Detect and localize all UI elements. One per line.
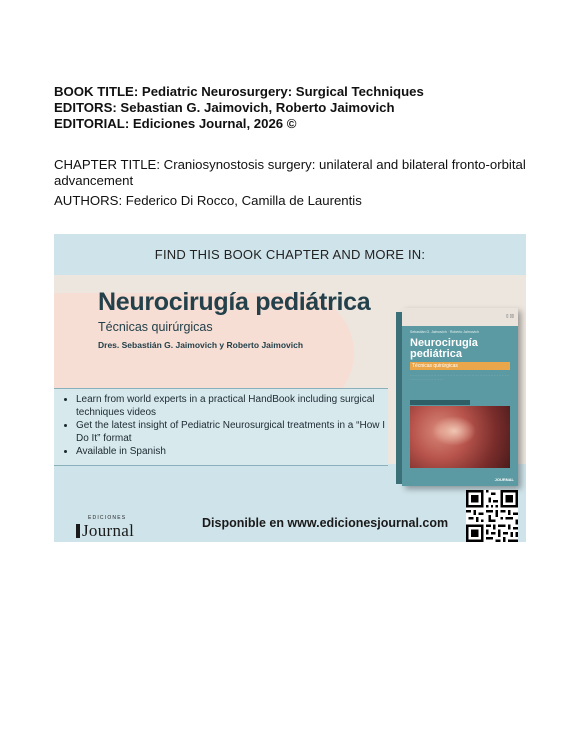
book-cover-image bbox=[402, 308, 518, 486]
feature-item: • Available in Spanish bbox=[76, 445, 388, 458]
publisher-logo[interactable] bbox=[76, 515, 134, 541]
cover-subtitle: Técnicas quirúrgicas bbox=[410, 362, 510, 370]
chapter-title: CHAPTER TITLE: Craniosynostosis surgery: unilateral and bilateral fronto-orbital advancement bbox=[54, 157, 526, 188]
feature-item: • Get the latest insight of Pediatric Neurosurgical treatments in a “How I Do It” format bbox=[76, 419, 388, 445]
publisher-logo-name: Journal bbox=[76, 521, 134, 540]
chapter-authors: AUTHORS: Federico Di Rocco, Camilla de Laurentis bbox=[54, 193, 362, 208]
publisher-logo-small: EDICIONES bbox=[88, 515, 127, 521]
cover-title: Neurocirugía pediátrica bbox=[410, 337, 478, 360]
cover-band bbox=[410, 400, 470, 405]
cover-tag: ▯ ▯▯ bbox=[506, 313, 514, 318]
cover-author-list: · · · · · · · · · · · · · · · · · · · · · · · · · · · · · · · · · · · · · · · · · · · · · · · · · · · · · · · · · · · · · · · · · · · · · · · · · · · · · · · · · · · · bbox=[410, 374, 510, 381]
cover-surgical-photo bbox=[410, 406, 510, 468]
cover-publisher: JOURNAL bbox=[494, 477, 514, 482]
qr-code[interactable] bbox=[466, 490, 518, 542]
feature-list bbox=[54, 388, 388, 466]
editors: EDITORS: Sebastian G. Jaimovich, Roberto Jaimovich bbox=[54, 100, 395, 115]
promo-banner[interactable] bbox=[54, 234, 526, 542]
cover-top-bar bbox=[402, 308, 518, 326]
chapter-block bbox=[54, 157, 534, 209]
book-spine bbox=[396, 312, 402, 484]
cover-editors: Sebastián G. Jaimovich · Roberto Jaimovich bbox=[410, 330, 479, 334]
promo-book-subtitle: Técnicas quirúrgicas bbox=[98, 320, 213, 334]
editorial: EDITORIAL: Ediciones Journal, 2026 © bbox=[54, 116, 297, 131]
banner-headline-band bbox=[54, 234, 526, 275]
book-title: BOOK TITLE: Pediatric Neurosurgery: Surgical Techniques bbox=[54, 84, 424, 99]
banner-headline: FIND THIS BOOK CHAPTER AND MORE IN: bbox=[154, 247, 426, 262]
feature-item: • Learn from world experts in a practical HandBook including surgical techniques videos bbox=[76, 393, 388, 419]
promo-book-title: Neurocirugía pediátrica bbox=[98, 288, 371, 316]
promo-book-authors: Dres. Sebastián G. Jaimovich y Roberto Jaimovich bbox=[98, 340, 304, 350]
header-block bbox=[54, 84, 534, 132]
website-link[interactable]: Disponible en www.edicionesjournal.com bbox=[202, 516, 449, 530]
